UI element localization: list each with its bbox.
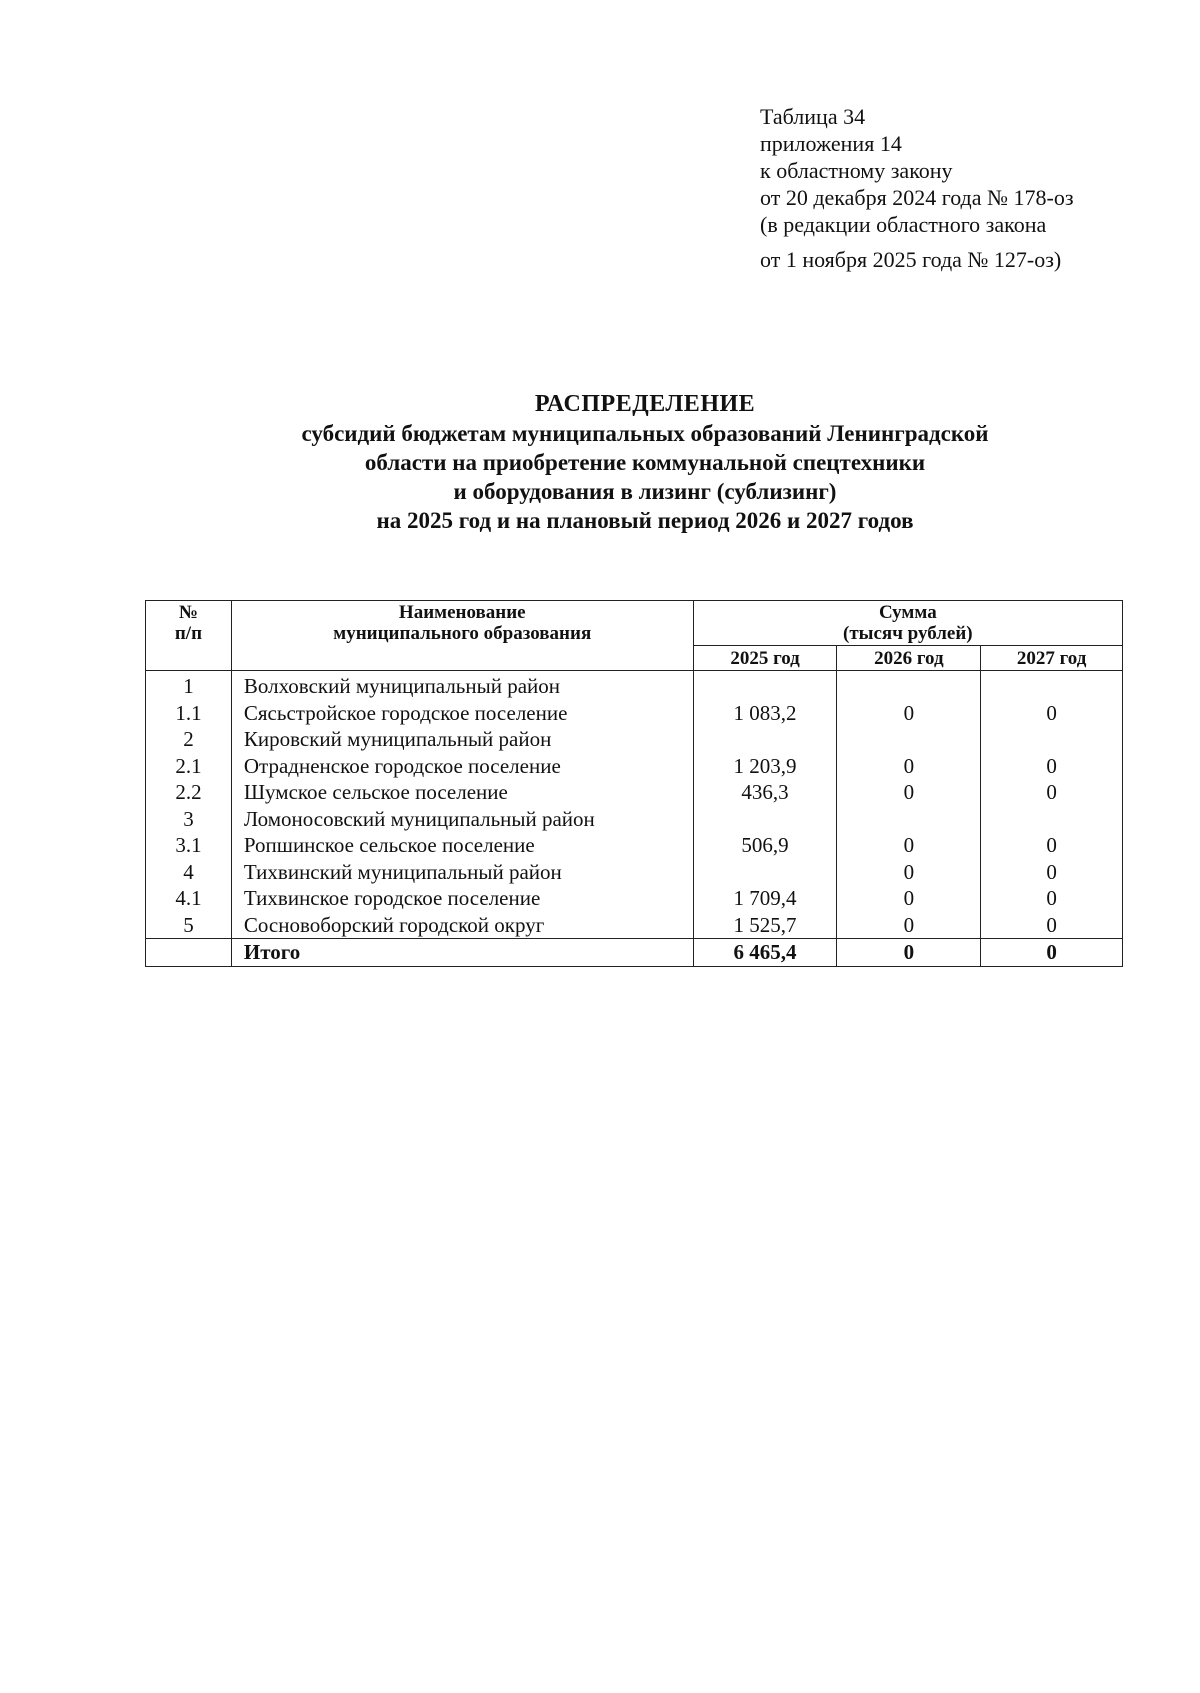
header-name [231, 601, 693, 671]
row-2026-value: 0 [837, 885, 981, 912]
row-name: Сясьстройское городское поселение [231, 700, 693, 727]
table-row [146, 779, 1123, 806]
header-year-2027: 2027 год [981, 646, 1123, 671]
row-2027-value: 0 [981, 753, 1123, 780]
row-number: 3 [146, 806, 232, 833]
row-2026-value [837, 671, 981, 700]
title-line: области на приобретение коммунальной спецтехники [364, 450, 926, 475]
row-2026-value: 0 [837, 912, 981, 939]
row-2026-value: 0 [837, 700, 981, 727]
header-year-2025: 2025 год [693, 646, 837, 671]
table-row [146, 700, 1123, 727]
row-number: 4.1 [146, 885, 232, 912]
row-2026-value [837, 726, 981, 753]
table-header [146, 601, 1123, 671]
row-name: Тихвинское городское поселение [231, 885, 693, 912]
header-sum [693, 601, 1122, 646]
total-2027-value: 0 [981, 939, 1123, 967]
title-line: и оборудования в лизинг (сублизинг) [453, 479, 837, 504]
row-2026-value: 0 [837, 832, 981, 859]
header-number [146, 601, 232, 671]
row-name: Отрадненское городское поселение [231, 753, 693, 780]
row-2025-value [693, 726, 837, 753]
header-sum-line: (тысяч рублей) [843, 623, 973, 644]
header-name-line: Наименование [398, 602, 526, 623]
row-2027-value: 0 [981, 779, 1123, 806]
header-number-line: п/п [174, 623, 203, 644]
table-row [146, 832, 1123, 859]
row-2027-value: 0 [981, 859, 1123, 886]
table-row [146, 806, 1123, 833]
row-2027-value: 0 [981, 912, 1123, 939]
row-2027-value [981, 806, 1123, 833]
row-2025-value: 1 203,9 [693, 753, 837, 780]
header-sum-line: Сумма [878, 602, 937, 623]
table-row [146, 912, 1123, 939]
document-title [130, 390, 1160, 535]
row-2027-value: 0 [981, 885, 1123, 912]
annotation-line: к областному закону [760, 158, 953, 183]
row-2025-value [693, 806, 837, 833]
row-number: 2.1 [146, 753, 232, 780]
annotation-line: Таблица 34 [760, 104, 866, 129]
row-number: 2 [146, 726, 232, 753]
row-number: 2.2 [146, 779, 232, 806]
total-2025-value: 6 465,4 [693, 939, 837, 967]
total-2026-value: 0 [837, 939, 981, 967]
row-number: 1.1 [146, 700, 232, 727]
header-year-2026: 2026 год [837, 646, 981, 671]
row-2026-value [837, 806, 981, 833]
title-main: РАСПРЕДЕЛЕНИЕ [534, 391, 756, 417]
row-2027-value [981, 726, 1123, 753]
row-number: 3.1 [146, 832, 232, 859]
row-name: Ропшинское сельское поселение [231, 832, 693, 859]
annotation-line: от 1 ноября 2025 года № 127-оз) [760, 247, 1062, 272]
row-number: 4 [146, 859, 232, 886]
annotation-line: приложения 14 [760, 131, 902, 156]
header-name-line: муниципального образования [333, 623, 592, 644]
row-2027-value: 0 [981, 832, 1123, 859]
table-body [146, 671, 1123, 967]
table-row [146, 885, 1123, 912]
table-row [146, 726, 1123, 753]
row-number: 1 [146, 671, 232, 700]
row-2025-value [693, 859, 837, 886]
annotation-line: от 20 декабря 2024 года № 178-оз [760, 185, 1074, 210]
row-2027-value [981, 671, 1123, 700]
row-2025-value: 1 083,2 [693, 700, 837, 727]
row-2025-value: 1 709,4 [693, 885, 837, 912]
row-2025-value: 436,3 [693, 779, 837, 806]
title-line: субсидий бюджетам муниципальных образований Ленинградской [301, 421, 989, 446]
total-number [146, 939, 232, 967]
row-name: Кировский муниципальный район [231, 726, 693, 753]
row-name: Сосновоборский городской округ [231, 912, 693, 939]
annotation-line: (в редакции областного закона [760, 212, 1047, 237]
total-row [146, 939, 1123, 967]
row-2026-value: 0 [837, 753, 981, 780]
total-label: Итого [231, 939, 693, 967]
row-name: Шумское сельское поселение [231, 779, 693, 806]
row-2027-value: 0 [981, 700, 1123, 727]
row-number: 5 [146, 912, 232, 939]
row-2026-value: 0 [837, 779, 981, 806]
row-2025-value: 506,9 [693, 832, 837, 859]
table-row [146, 753, 1123, 780]
distribution-table [145, 600, 1123, 967]
row-name: Тихвинский муниципальный район [231, 859, 693, 886]
row-name: Волховский муниципальный район [231, 671, 693, 700]
row-2025-value [693, 671, 837, 700]
row-2026-value: 0 [837, 859, 981, 886]
table-row [146, 671, 1123, 700]
document-annotation [760, 103, 1074, 273]
row-name: Ломоносовский муниципальный район [231, 806, 693, 833]
row-2025-value: 1 525,7 [693, 912, 837, 939]
title-line: на 2025 год и на плановый период 2026 и 2027 годов [376, 508, 914, 533]
table-row [146, 859, 1123, 886]
header-number-line: № [178, 602, 198, 623]
